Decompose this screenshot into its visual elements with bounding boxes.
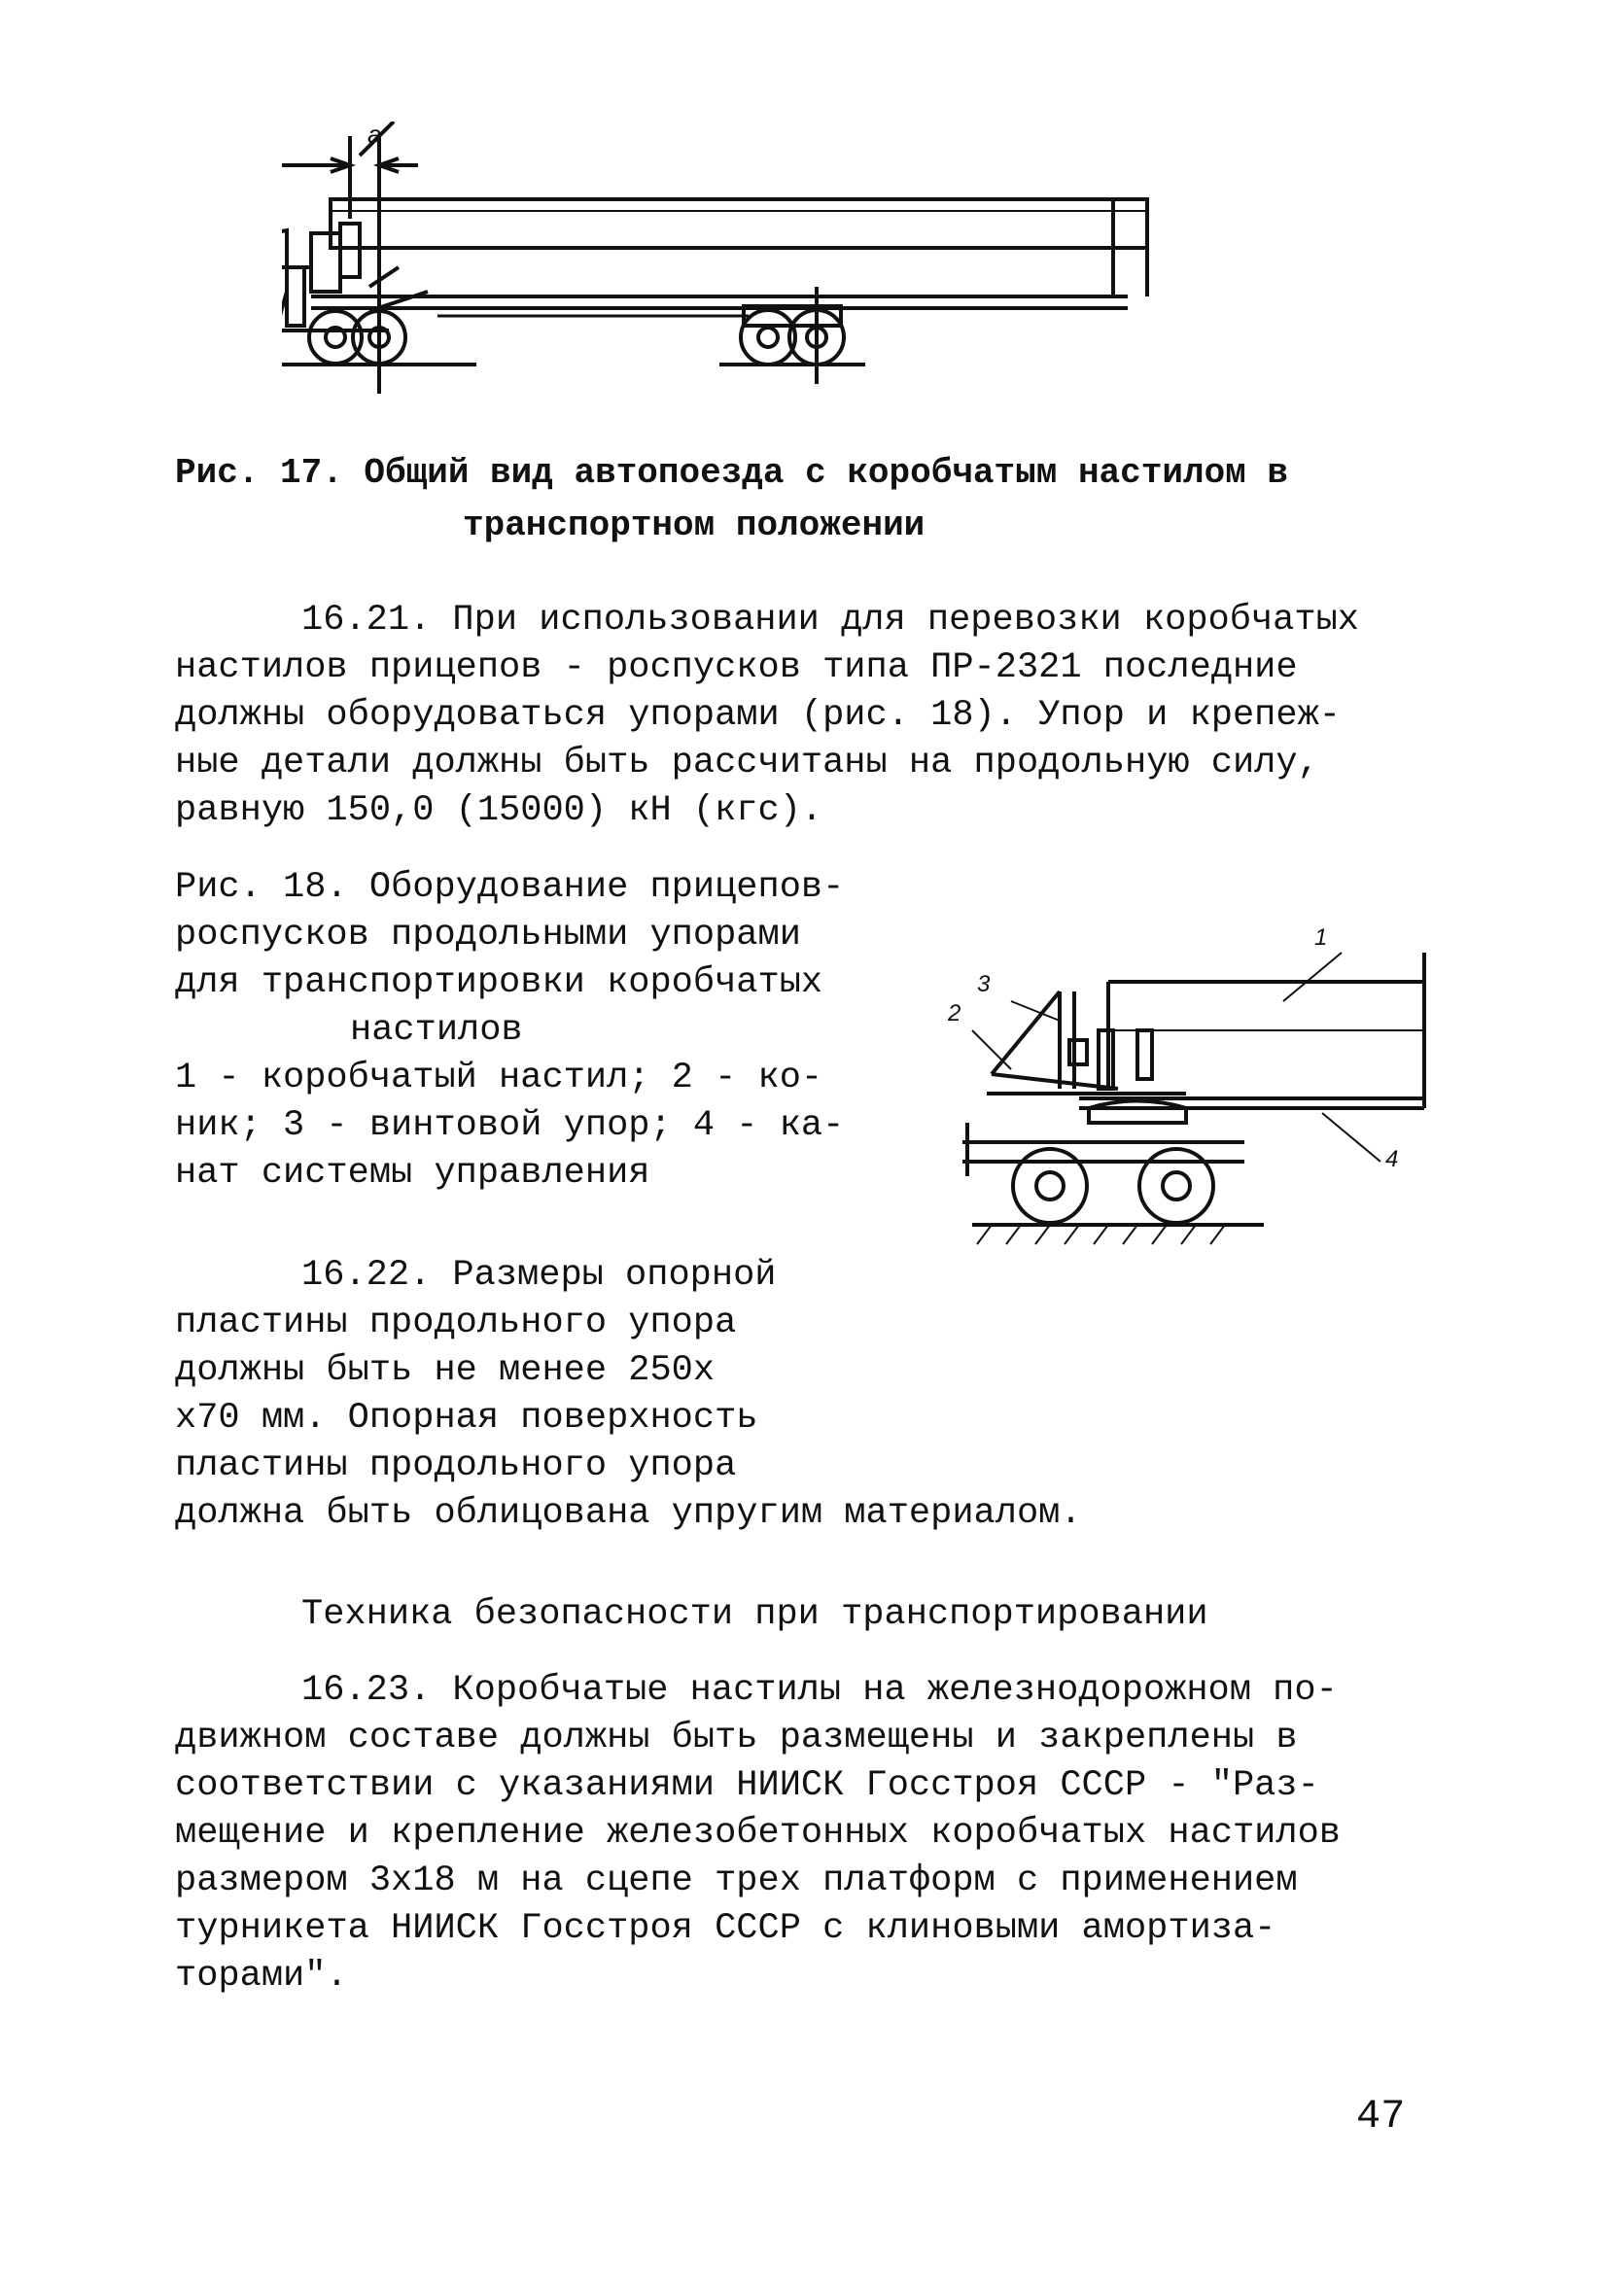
caption-line: нат системы управления [175, 1153, 650, 1194]
section-heading: Техника безопасности при транспортировании [301, 1594, 1208, 1635]
paragraph-line: равную 150,0 (15000) кН (кгс). [175, 790, 823, 831]
caption-line: ник; 3 - винтовой упор; 4 - ка- [175, 1105, 845, 1146]
paragraph-line: пластины продольного упора [175, 1303, 737, 1343]
paragraph-line: размером 3х18 м на сцепе трех платформ с применением [175, 1861, 1298, 1901]
paragraph-line: мещение и крепление железобетонных коробчатых настилов [175, 1813, 1341, 1854]
dimension-label-a: а [367, 122, 382, 149]
paragraph-line: х70 мм. Опорная поверхность [175, 1398, 758, 1439]
paragraph-16-23 [175, 1667, 1487, 2000]
callout-2: 2 [948, 1000, 961, 1026]
paragraph-line: 16.22. Размеры опорной [301, 1255, 777, 1296]
paragraph-16-22 [175, 1252, 1244, 1538]
page-number: 47 [1356, 2093, 1406, 2139]
paragraph-line: торами". [175, 1956, 348, 1997]
caption-line: роспусков продольными упорами [175, 915, 801, 956]
caption-line: 1 - коробчатый настил; 2 - ко- [175, 1058, 823, 1098]
paragraph-line: ные детали должны быть рассчитаны на продольную силу, [175, 743, 1319, 783]
paragraph-line: соответствии с указаниями НИИСК Госстроя СССР - "Раз- [175, 1765, 1319, 1806]
paragraph-line: настилов прицепов - роспусков типа ПР-2321 последние [175, 647, 1298, 688]
callout-4: 4 [1385, 1146, 1399, 1172]
paragraph-line: пластины продольного упора [175, 1445, 737, 1486]
figure-17-caption-line-1: Рис. 17. Общий вид автопоезда с коробчатым настилом в [175, 453, 1288, 493]
caption-line: Рис. 18. Оборудование прицепов- [175, 867, 845, 908]
caption-line: для транспортировки коробчатых [175, 962, 823, 1003]
figure-17-truck-drawing [282, 122, 1322, 413]
figure-18-trailer-drawing [894, 914, 1449, 1264]
figure-17-caption [175, 447, 1439, 552]
callout-1: 1 [1314, 924, 1328, 951]
paragraph-line: турникета НИИСК Госстроя СССР с клиновыми амортиза- [175, 1908, 1276, 1949]
paragraph-line: 16.23. Коробчатые настилы на железнодорожном по- [301, 1670, 1338, 1711]
paragraph-line: движном составе должны быть размещены и закреплены в [175, 1718, 1298, 1758]
paragraph-16-21 [175, 597, 1439, 835]
callout-3: 3 [977, 971, 991, 997]
paragraph-line: должна быть облицована упругим материалом. [175, 1493, 1082, 1534]
paragraph-line: должны оборудоваться упорами (рис. 18). Упор и крепеж- [175, 695, 1341, 736]
paragraph-line: должны быть не менее 250х [175, 1350, 716, 1391]
figure-17-caption-line-2: транспортном положении [463, 505, 926, 545]
caption-line: настилов [350, 1010, 523, 1051]
paragraph-line: 16.21. При использовании для перевозки коробчатых [301, 600, 1359, 641]
figure-18-caption [175, 864, 875, 1198]
